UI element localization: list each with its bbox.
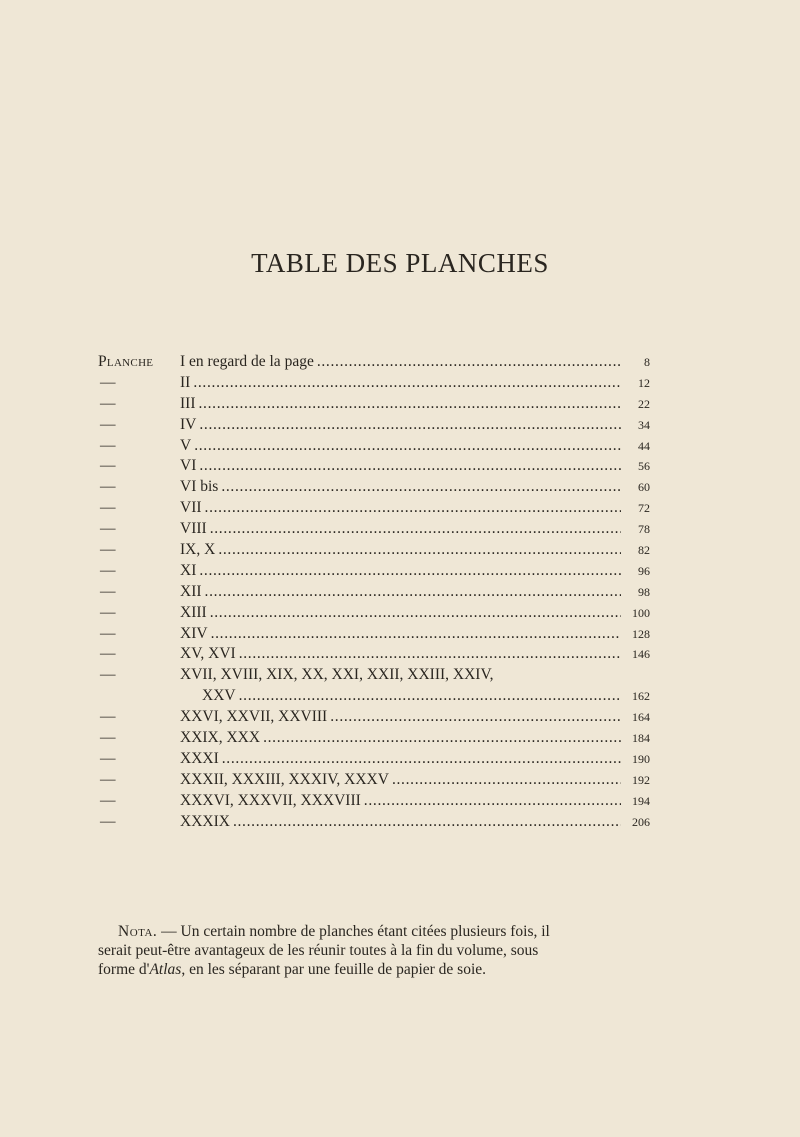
toc-row (98, 373, 650, 394)
toc-row (98, 812, 650, 833)
page-number: 82 (638, 543, 650, 558)
toc-row (98, 415, 650, 436)
toc-row (98, 644, 650, 665)
dot-leader (211, 624, 621, 645)
page-title: TABLE DES PLANCHES (251, 248, 549, 279)
entry-label: XIV (180, 624, 208, 642)
entry-label: XXIX, XXX (180, 729, 261, 747)
dot-leader (263, 728, 621, 749)
ditto-dash: — (100, 603, 116, 621)
ditto-dash: — (100, 541, 116, 559)
page-number: 206 (632, 814, 650, 829)
toc-row (98, 477, 650, 498)
entry-label: XXXVI, XXXVII, XXXVIII (180, 791, 361, 809)
ditto-dash: — (100, 666, 116, 684)
page-number: 190 (632, 751, 650, 766)
ditto-dash: — (100, 394, 116, 412)
planche-label: Planche (98, 353, 154, 370)
entry-label: VIII (180, 520, 207, 538)
toc-row (98, 624, 650, 645)
dot-leader (317, 352, 621, 373)
entry-label: XXVI, XXVII, XXVIII (180, 708, 328, 726)
ditto-dash: — (100, 436, 116, 454)
ditto-dash: — (100, 499, 116, 517)
page-number: 164 (632, 710, 650, 725)
entry-label: VI bis (180, 478, 219, 496)
dot-leader (199, 394, 622, 415)
nota-line-1 (98, 922, 698, 941)
nota-text-3a: forme d' (98, 961, 150, 978)
page-number: 184 (632, 731, 650, 746)
page-number: 34 (638, 417, 650, 432)
toc-row (98, 394, 650, 415)
nota-atlas: Atlas (149, 961, 182, 978)
entry-label: V (180, 436, 192, 454)
toc-row (98, 561, 650, 582)
entry-label: XII (180, 582, 202, 600)
toc-row (98, 665, 650, 686)
toc-row (98, 603, 650, 624)
plates-table (98, 352, 650, 832)
dot-leader (221, 477, 621, 498)
entry-label: XXXII, XXXIII, XXXIV, XXXV (180, 770, 389, 788)
page-number: 78 (638, 522, 650, 537)
entry-label: XIII (180, 603, 207, 621)
ditto-dash: — (100, 520, 116, 538)
page-number: 146 (632, 647, 650, 662)
ditto-dash: — (100, 415, 116, 433)
dot-leader (392, 770, 621, 791)
entry-label: II (180, 373, 191, 391)
toc-row (98, 707, 650, 728)
page-number: 72 (638, 501, 650, 516)
dot-leader (364, 791, 621, 812)
dot-leader (193, 373, 621, 394)
toc-row (98, 791, 650, 812)
dot-leader (210, 603, 621, 624)
page-number: 128 (632, 626, 650, 641)
ditto-dash: — (100, 373, 116, 391)
nota-paragraph (98, 922, 698, 979)
ditto-dash: — (100, 561, 116, 579)
dot-leader (199, 456, 621, 477)
toc-row (98, 582, 650, 603)
page-number: 12 (638, 375, 650, 390)
page-number: 60 (638, 480, 650, 495)
dot-leader (205, 498, 621, 519)
ditto-dash: — (100, 645, 116, 663)
page-number: 96 (638, 563, 650, 578)
dot-leader (205, 582, 621, 603)
dot-leader (194, 436, 621, 457)
ditto-dash: — (100, 624, 116, 642)
entry-label: IV (180, 415, 197, 433)
dot-leader (222, 749, 621, 770)
ditto-dash: — (100, 749, 116, 767)
dot-leader (233, 812, 621, 833)
nota-line-2: serait peut-être avantageux de les réunir toutes à la fin du volume, sous (98, 942, 539, 959)
dot-leader (199, 415, 621, 436)
entry-label: XXXI (180, 749, 219, 767)
entry-label: I en regard de la page (180, 353, 314, 370)
dot-leader (218, 540, 621, 561)
entry-label: XVII, XVIII, XIX, XX, XXI, XXII, XXIII, XXIV, (180, 666, 494, 684)
toc-row (98, 519, 650, 540)
entry-label: VII (180, 499, 202, 517)
entry-label: IX, X (180, 541, 216, 559)
entry-label: XXXIX (180, 812, 230, 830)
nota-line-3 (98, 960, 698, 979)
page-number: 44 (638, 438, 650, 453)
toc-row (98, 749, 650, 770)
nota-text-3b: , en les séparant par une feuille de papier de soie. (181, 961, 487, 978)
toc-row (98, 436, 650, 457)
dot-leader (239, 644, 621, 665)
entry-label: XV, XVI (180, 645, 236, 663)
page-number: 56 (638, 459, 650, 474)
ditto-dash: — (100, 770, 116, 788)
ditto-dash: — (100, 708, 116, 726)
page-number: 100 (632, 605, 650, 620)
page-number: 22 (638, 396, 650, 411)
toc-row (98, 770, 650, 791)
dot-leader (239, 686, 621, 707)
page-number: 194 (632, 793, 650, 808)
toc-row (98, 352, 650, 373)
entry-label: VI (180, 457, 197, 475)
toc-row (98, 686, 650, 707)
dot-leader (199, 561, 621, 582)
ditto-dash: — (100, 791, 116, 809)
toc-row (98, 540, 650, 561)
toc-row (98, 728, 650, 749)
page-number: 162 (632, 689, 650, 704)
nota-text-1: — Un certain nombre de planches étant citées plusieurs fois, il (157, 923, 550, 940)
toc-row (98, 498, 650, 519)
ditto-dash: — (100, 582, 116, 600)
ditto-dash: — (100, 729, 116, 747)
ditto-dash: — (100, 478, 116, 496)
entry-label: XXV (202, 687, 236, 705)
page-number: 98 (638, 584, 650, 599)
dot-leader (210, 519, 621, 540)
nota-lead: Nota. (118, 923, 158, 940)
entry-label: XI (180, 561, 197, 579)
toc-row (98, 456, 650, 477)
dot-leader (330, 707, 621, 728)
page-number: 8 (644, 355, 650, 369)
ditto-dash: — (100, 457, 116, 475)
entry-label: III (180, 394, 196, 412)
page-number: 192 (632, 772, 650, 787)
ditto-dash: — (100, 812, 116, 830)
